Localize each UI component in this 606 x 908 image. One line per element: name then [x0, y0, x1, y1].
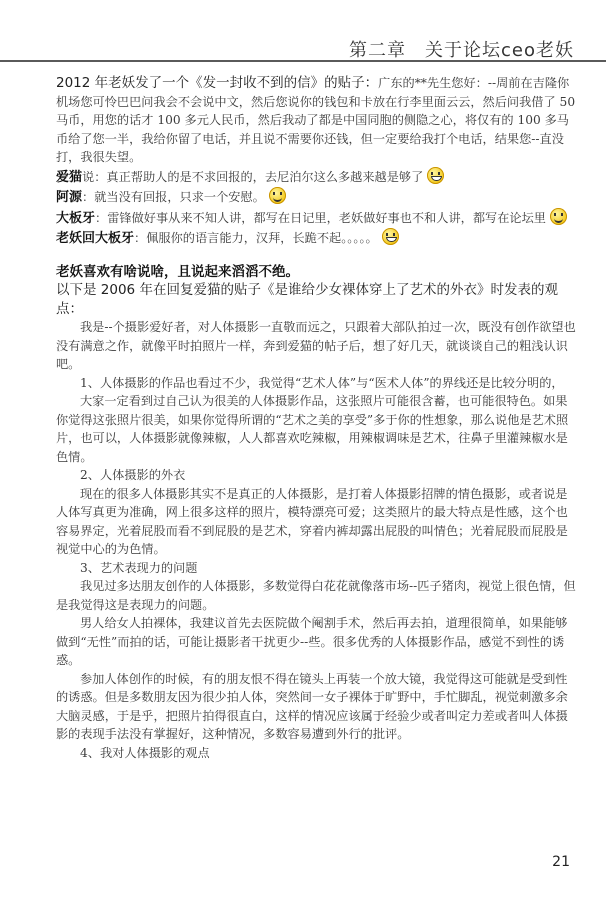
page-number: 21	[552, 854, 570, 870]
reply-item	[56, 167, 578, 188]
point-heading: 3、艺术表现力的问题	[80, 560, 198, 575]
point-heading: 2、人体摄影的外衣	[80, 468, 186, 482]
smile-emoji-icon	[269, 187, 286, 204]
intro-lead: 2012 年老妖发了一个《发一封收不到的信》的贴子：	[56, 75, 379, 91]
reply-speaker: 爱猫	[56, 169, 83, 185]
reply-speaker: 大板牙	[56, 210, 96, 226]
grin-emoji-icon	[427, 167, 444, 184]
page-content	[56, 70, 578, 762]
intro-paragraph	[56, 74, 578, 167]
reply-item	[56, 208, 578, 229]
body-paragraph: 我见过多达朋友创作的人体摄影，多数觉得白花花就像落市场--匹子猪肉，视觉上很色情，但是我觉得这是表现力的问题。	[56, 579, 576, 612]
section-heading: 老妖喜欢有啥说啥，且说起来滔滔不绝。	[56, 263, 299, 280]
body-paragraph: 男人给女人拍裸体，我建议首先去医院做个阉割手术，然后再去拍，道理很简单，如果能够做到“无性”而拍的话，可能让摄影者干扰更少--些。很多优秀的人体摄影作品，感觉不到性的诱惑。	[56, 616, 568, 667]
body-paragraph: 大家一定看到过自己认为很美的人体摄影作品，这张照片可能很含蓄，也可能很特色。如果你觉得这张照片很美，如果你觉得所谓的“艺术之美的享受”多于你的性想象，那么说他是艺术照片，也可以，人体摄影就像辣椒，人人都喜欢吃辣椒，用辣椒调味是艺术，往鼻子里灌辣椒水是色情。	[56, 394, 569, 464]
reply-item	[56, 228, 578, 249]
reply-text: ：佩服你的语言能力，汉拜，长跪不起。。。。。	[134, 231, 378, 245]
point-heading: 4、我对人体摄影的观点	[80, 745, 210, 760]
intro-body: 广东的**先生您好：--周前在吉隆你机场您可怜巴巴问我会不会说中文，然后您说你的钱包和卡放在行李里面云云，然后问我借了 50 马币，用您的话才 100 多元人民币，然后我动了都是中国同胞的侧隐之心，将仅有的 100 多马币给了您一半，我给你留了电话，并且说不需要你还钱，但一定要给我打个电话，结果您--直没打，我很失望。	[56, 76, 576, 164]
body-paragraph: 我是--个摄影爱好者，对人体摄影一直敬而远之，只跟着大部队拍过一次，既没有创作欲望也没有满意之作，就像平时拍照片一样，奔到爱猫的帖子后，想了好几天，就谈谈自己的粗浅认识吧。	[56, 320, 576, 371]
chapter-title: 第二章 关于论坛ceo老妖	[349, 40, 574, 61]
section-lead: 以下是 2006 年在回复爱猫的贴子《是谁给少女裸体穿上了艺术的外衣》时发表的观点：	[56, 282, 558, 317]
reply-text: 说：真正帮助人的是不求回报的，去尼泊尔这么多越来越是够了	[82, 169, 424, 184]
reply-speaker: 阿源	[56, 190, 83, 205]
reply-text: ：就当没有回报，只求一个安慰。	[82, 190, 265, 204]
section-gap	[56, 249, 578, 263]
body-paragraph: 参加人体创作的时候，有的朋友恨不得在镜头上再装一个放大镜，我觉得这可能就是受到性的诱惑。但是多数朋友因为很少拍人体，突然间一女子裸体于旷野中，手忙脚乱，视觉刺激多余大脑灵感，于是乎，把照片拍得很直白，这样的情况应该属于经验少或者叫定力差或者叫人体摄影的表现手法没有掌握好，这种情况，多数容易遭到外行的批评。	[56, 671, 568, 741]
reply-speaker: 老妖回大板牙	[56, 231, 135, 246]
reply-text: ：雷锋做好事从来不知人讲，都写在日记里，老妖做好事也不和人讲，都写在论坛里	[95, 210, 546, 225]
body-paragraph: 现在的很多人体摄影其实不是真正的人体摄影，是打着人体摄影招牌的情色摄影，或者说是人体写真更为准确，网上很多这样的照片，模特漂亮可爱；这类照片的最大特点是性感，这个也容易界定，光着屁股而看不到屁股的是艺术，穿着内裤却露出屁股的叫情色；光着屁股而屁股是视觉中心的为色情。	[56, 486, 568, 556]
reply-item	[56, 187, 578, 208]
point-heading: 1、人体摄影的作品也看过不少，我觉得“艺术人体”与“医术人体”的界线还是比较分明的，	[80, 375, 564, 390]
smile-emoji-icon	[550, 208, 567, 225]
grin-emoji-icon	[382, 228, 399, 245]
